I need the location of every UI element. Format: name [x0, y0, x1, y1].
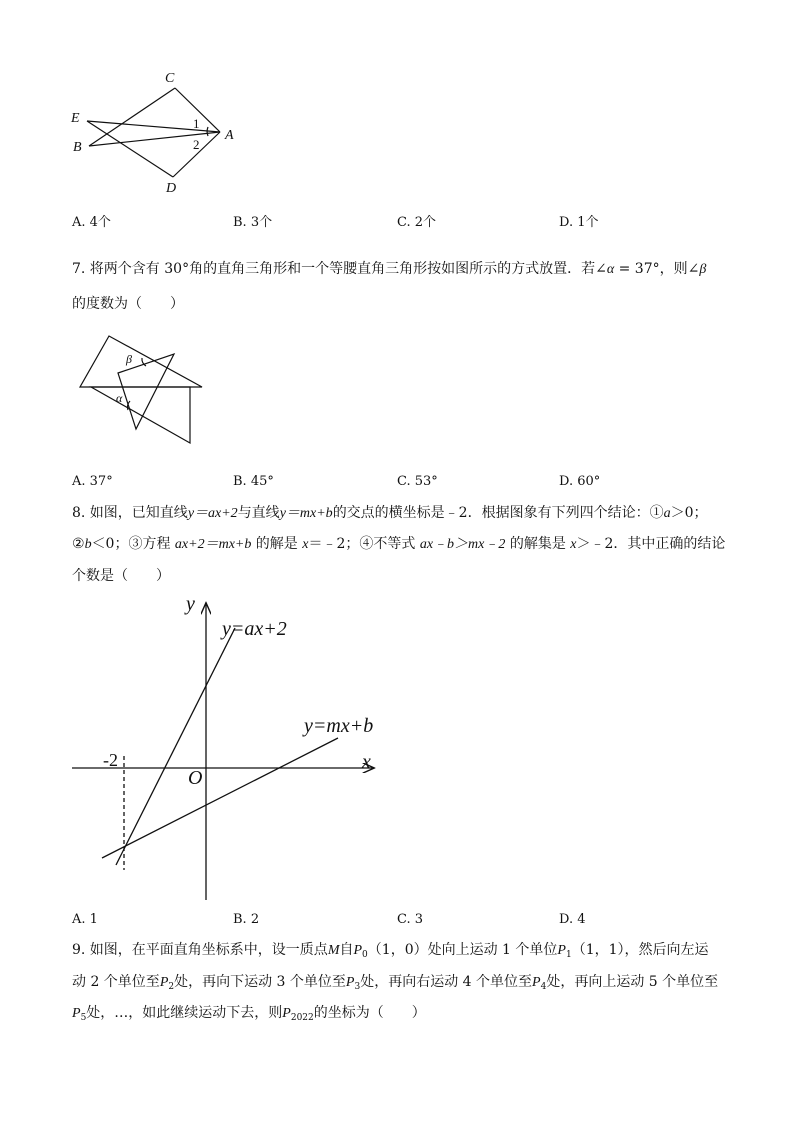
q6-option-d: D. 1个 [559, 215, 599, 230]
q8-stem-line3: 个数是（ ） [72, 568, 170, 584]
q8-option-d: D. 4 [559, 912, 586, 927]
seg-CB [89, 88, 175, 146]
label-A: A [225, 128, 234, 143]
q7-stem-line2: 的度数为（ ） [72, 296, 184, 312]
graph-label-y: y [186, 593, 195, 615]
q8-option-a: A. 1 [72, 912, 98, 927]
q6-option-c: C. 2个 [397, 215, 437, 230]
graph-label-line1: y=ax+2 [222, 618, 287, 640]
graph-label-origin: O [188, 767, 203, 789]
q9-stem-line1: 9. 如图，在平面直角坐标系中，设一质点M自$P_0(1$，0）处向上运动 1 个单位$P_1(1$，1），然后向左运 [72, 942, 709, 960]
triangle-30-b [91, 387, 190, 443]
q8-stem-line1: 8. 如图，已知直线y＝ax+2与直线y＝mx+b的交点的横坐标是﹣2．根据图象有下列四个结论：①a＞0； [72, 505, 708, 521]
q9-stem-line2: 动 2 个单位至$P_2$处，再向下运动 3 个单位至$P_3$处，再向右运动 4 个单位至$P_4$处，再向上运动 5 个单位至 [72, 974, 719, 992]
triangle-30-a [80, 336, 202, 387]
graph-label-line2: y=mx+b [304, 715, 374, 737]
label-alpha: α [116, 391, 123, 405]
q7-option-a: A. 37° [72, 474, 113, 489]
label-B: B [73, 140, 82, 155]
label-C: C [165, 71, 175, 86]
q8-graph [60, 590, 390, 910]
label-angle2: 2 [193, 137, 200, 152]
q7-figure [72, 328, 212, 448]
label-E: E [71, 111, 80, 126]
label-beta: β [126, 352, 132, 366]
q7-stem-line1: 7. 将两个含有 30°角的直角三角形和一个等腰直角三角形按如图所示的方式放置．若∠α = 37°，则∠β [72, 261, 707, 277]
line-mx-plus-b [102, 738, 338, 858]
label-angle1: 1 [193, 116, 200, 131]
q9-stem-line3: $P_5$处，…，如此继续运动下去，则$P_{2022}$的坐标为（ ） [72, 1005, 426, 1023]
seg-ED [87, 121, 173, 177]
q6-option-b: B. 3个 [233, 215, 273, 230]
q8-option-b: B. 2 [233, 912, 260, 927]
graph-label-x: x [362, 751, 371, 773]
graph-label-neg2: -2 [103, 750, 118, 770]
q7-option-c: C. 53° [397, 474, 438, 489]
seg-BA [89, 132, 220, 146]
q7-option-d: D. 60° [559, 474, 601, 489]
line-ax-plus-2 [116, 628, 235, 865]
label-D: D [166, 181, 177, 196]
q7-option-b: B. 45° [233, 474, 274, 489]
q8-option-c: C. 3 [397, 912, 424, 927]
q6-option-a: A. 4个 [72, 215, 111, 230]
q8-stem-line2: ②b＜0；③方程 ax+2＝mx+b 的解是 x＝﹣2；④不等式 ax﹣b＞mx﹣2 的解集是 x＞﹣2．其中正确的结论 [72, 536, 726, 552]
q6-figure [60, 60, 260, 200]
seg-EA [87, 121, 220, 132]
